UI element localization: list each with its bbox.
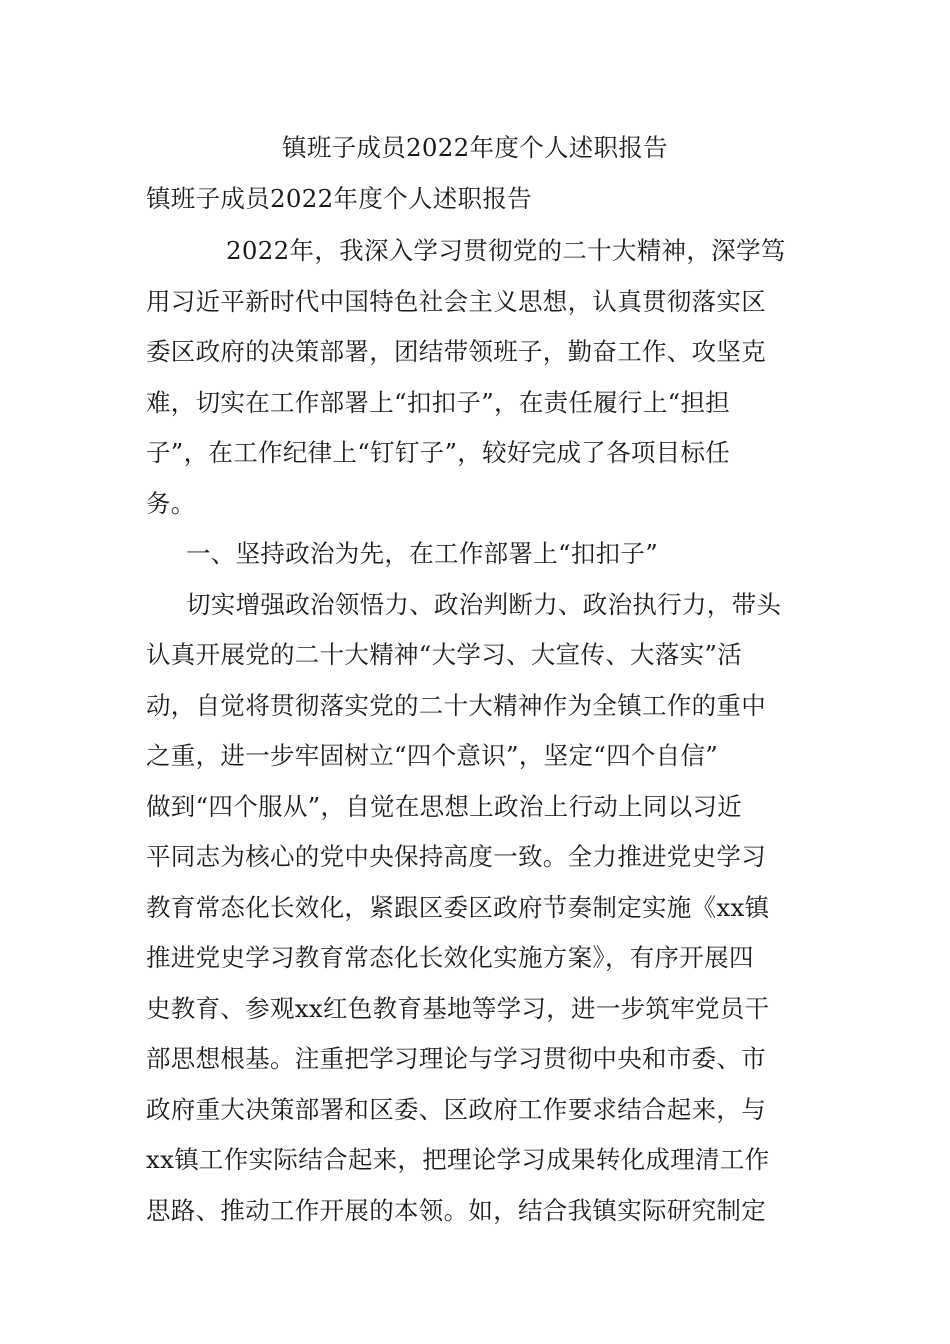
- body-line: 政府重大决策部署和区委、区政府工作要求结合起来，与: [146, 1095, 766, 1124]
- body-line: 动，自觉将贯彻落实党的二十大精神作为全镇工作的重中: [146, 691, 766, 720]
- body-line: 认真开展党的二十大精神“大学习、大宣传、大落实”活: [146, 640, 743, 669]
- intro-line: 难，切实在工作部署上“扣扣子”，在责任履行上“担担: [146, 388, 731, 417]
- body-line: 史教育、参观xx红色教育基地等学习，进一步筑牢党员干: [146, 994, 770, 1023]
- intro-line: 2022年，我深入学习贯彻党的二十大精神，深学笃: [226, 236, 786, 265]
- body-line: 部思想根基。注重把学习理论与学习贯彻中央和市委、市: [146, 1044, 766, 1073]
- body-line: 平同志为核心的党中央保持高度一致。全力推进党史学习: [146, 842, 766, 871]
- document-subtitle: 镇班子成员2022年度个人述职报告: [146, 184, 532, 213]
- body-line: 之重，进一步牢固树立“四个意识”，坚定“四个自信”: [146, 741, 719, 770]
- body-line: 推进党史学习教育常态化长效化实施方案》，有序开展四: [146, 943, 754, 972]
- body-line: 教育常态化长效化，紧跟区委区政府节奏制定实施《xx镇: [146, 893, 770, 922]
- intro-line: 委区政府的决策部署，团结带领班子，勤奋工作、攻坚克: [146, 337, 766, 366]
- intro-line: 用习近平新时代中国特色社会主义思想，认真贯彻落实区: [146, 287, 766, 316]
- document-title: 镇班子成员2022年度个人述职报告: [282, 133, 668, 162]
- intro-line: 务。: [146, 489, 196, 518]
- intro-line: 子”，在工作纪律上“钉钉子”，较好完成了各项目标任: [146, 438, 731, 467]
- body-line: 做到“四个服从”，自觉在思想上政治上行动上同以习近: [146, 792, 743, 821]
- body-line: xx镇工作实际结合起来，把理论学习成果转化成理清工作: [146, 1145, 770, 1174]
- section-heading: 一、坚持政治为先，在工作部署上“扣扣子”: [186, 539, 659, 568]
- body-line: 切实增强政治领悟力、政治判断力、政治执行力，带头: [186, 590, 782, 619]
- body-line: 思路、推动工作开展的本领。如，结合我镇实际研究制定: [146, 1196, 766, 1225]
